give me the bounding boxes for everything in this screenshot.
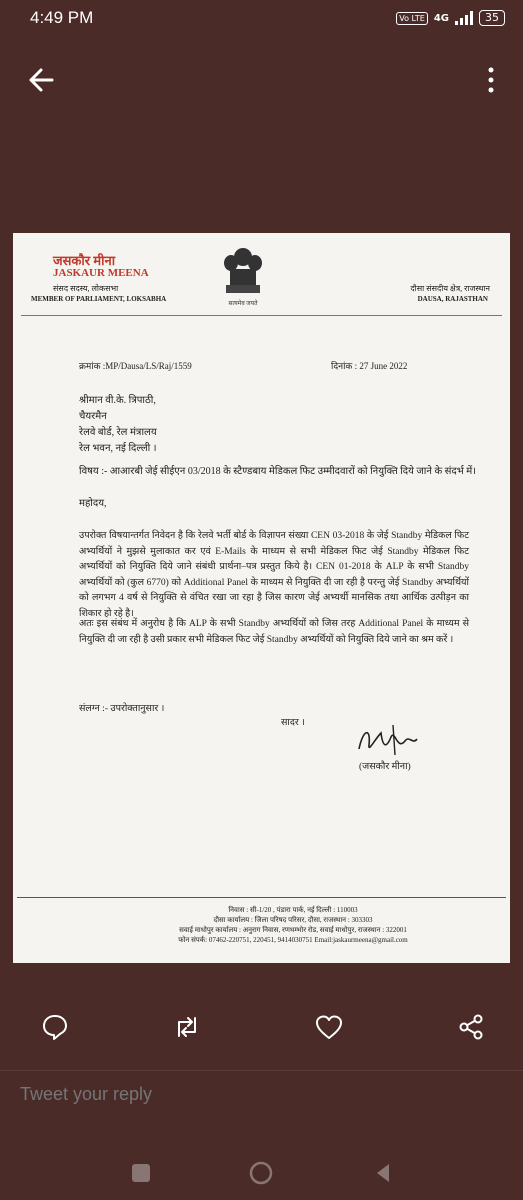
comment-icon[interactable] [40,1012,70,1042]
reply-input[interactable] [18,1083,502,1106]
status-bar [0,0,523,40]
constituency-hindi: दौसा संसदीय क्षेत्र, राजस्थान [410,284,490,293]
addressee-line: रेलवे बोर्ड, रेल मंत्रालय [79,427,157,438]
letterhead-name-english: JASKAUR MEENA [53,267,149,279]
body-paragraph: उपरोक्त विषयान्तर्गत निवेदन है कि रेलवे भर्ती बोर्ड के विज्ञापन संख्या CEN 03-2018 के जेई Standby मेडिकल फिट अभ्यर्थियों ने मुझसे मुलाकात कर एवं E-Mails के माध्यम से सभी मेडिकल फिट जेई Standby मेडिकल फिट अभ्यर्थियों को नियुक्ति दिये जाने संबंधी प्रार्थना–पत्र प्रस्तुत किये है। CEN 01-2018 के ALP के सभी Standby अभ्यर्थियों को (कुल 6770) को Additional Panel के माध्यम से नियुक्ति दी जा रही है परन्तु जेई Standby अभ्यर्थियों को लगभग 4 वर्ष से नियुक्ति से वंचित रखा जा रहा है जिस कारण जेई अभ्यर्थी मानसिक तथा आर्थिक उत्पीड़न का शिकार हो रहे है। [79,531,469,619]
retweet-icon[interactable] [172,1012,202,1042]
status-time: 4:49 PM [30,8,94,27]
system-nav-bar [0,1140,523,1200]
footer-line: निवास : सी-1/20 , पंडारा पार्क, नई दिल्ली : 110003 [228,906,358,914]
footer-line: दौसा कार्यालय : जिला परिषद परिसर, दौसा, राजस्थान : 303303 [213,916,373,924]
heart-icon[interactable] [314,1012,344,1042]
reply-bar [0,1070,523,1121]
signatory-name: (जसकौर मीना) [359,762,411,772]
footer-divider [17,897,506,898]
letterhead-name-hindi: जसकौर मीना [53,253,116,268]
addressee-line: श्रीमान वी.के. त्रिपाठी, [79,395,156,406]
footer-line: फोन संपर्क: 07462-220751, 220451, 9414030751 Email:jaskaurmeena@gmail.com [178,936,408,944]
constituency-english: DAUSA, RAJASTHAN [417,295,488,303]
footer-line: सवाई माधोपुर कार्यालय : अनुराग निवास, रणथम्भोर रोड, सवाई माधोपुर, राजस्थान : 322001 [179,926,407,934]
top-bar [0,50,523,110]
volte-badge: Vo LTE [396,12,428,25]
signal-icon [455,11,473,25]
reference-number: क्रमांक :MP/Dausa/LS/Raj/1559 [79,361,192,371]
battery-level: 35 [479,10,505,26]
share-icon[interactable] [456,1012,486,1042]
letterhead-title-english: MEMBER OF PARLIAMENT, LOKSABHA [31,295,167,303]
enclosure-note: संलग्न :- उपरोक्तानुसार । [79,704,165,714]
status-icons [396,10,505,26]
salutation: महोदय, [79,498,107,509]
emblem-caption: सत्यमेव जयते [228,301,258,307]
letter-subject: विषय :- आआरबी जेई सीईएन 03/2018 के स्टैण्डबाय मेडिकल फिट उम्मीदवारों को नियुक्ति दिये जाने के संदर्भ में। [79,466,476,477]
letterhead-title-hindi: संसद सदस्य, लोकसभा [53,284,119,293]
tweet-actions [0,1000,523,1056]
addressee-line: चैयरमैन [79,411,107,422]
addressee-block [79,393,157,457]
letter-image[interactable] [13,233,510,963]
addressee-line: रेल भवन, नई दिल्ली । [79,443,157,454]
more-vertical-icon[interactable] [483,62,499,98]
header-divider [21,315,502,316]
national-emblem-icon [218,243,268,309]
network-type: 4G [433,12,449,24]
body-paragraph: अतः इस संबंध में अनुरोध है कि ALP के सभी Standby अभ्यर्थियों को जिस तरह Additional Panel के माध्यम से नियुक्ति दी जा रही है उसी प्रकार सभी मेडिकल फिट जेई Standby अभ्यर्थियों को नियुक्ति दिये जाने का श्रम करें । [79,619,469,645]
signature-icon [353,719,423,763]
home-icon[interactable] [248,1160,274,1186]
letter-date: दिनांक : 27 June 2022 [331,361,408,371]
back-nav-icon[interactable] [370,1160,396,1186]
arrow-left-icon[interactable] [24,62,60,98]
letter-footer [93,905,493,945]
recent-apps-icon[interactable] [128,1160,154,1186]
regards: सादर । [281,718,305,728]
